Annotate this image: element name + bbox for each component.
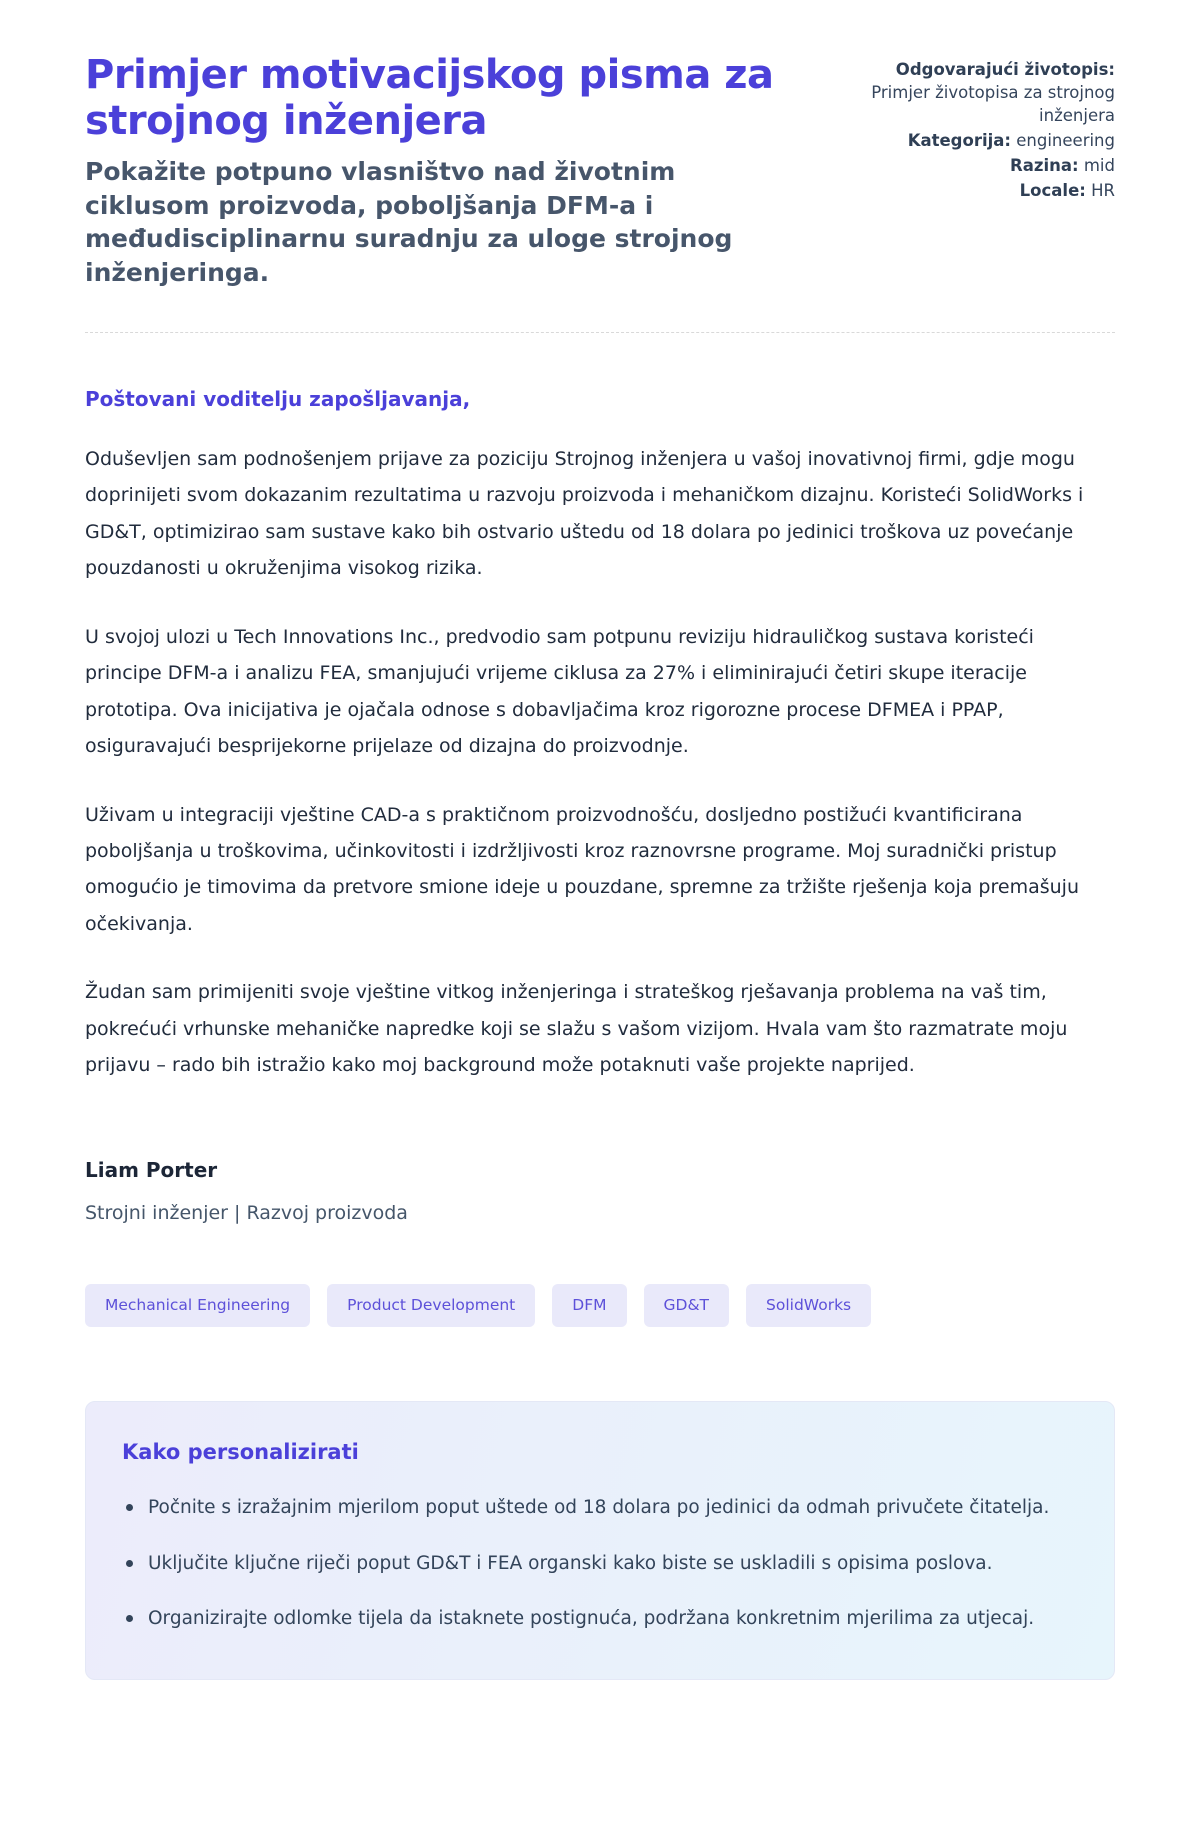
meta-level: [843, 154, 1115, 177]
tip-item-3-text: Organizirajte odlomke tijela da istaknete postignuća, podržana konkretnim mjerilima za utjecaj.: [148, 1608, 1035, 1630]
signature-title: Strojni inženjer | Razvoj proizvoda: [85, 1201, 408, 1224]
meta-matching-resume-label: Odgovarajući životopis:: [895, 60, 1115, 79]
meta-level-label: Razina:: [1010, 156, 1079, 176]
meta-block: [843, 52, 1115, 290]
bullet-icon: [126, 1560, 133, 1567]
bullet-icon: [126, 1504, 133, 1511]
signature-name: Liam Porter: [85, 1157, 218, 1182]
meta-locale-label: Locale:: [1019, 181, 1086, 201]
meta-matching-resume: [843, 58, 1115, 127]
tips-list: [122, 1490, 1078, 1637]
personalization-tips-box: [85, 1401, 1115, 1680]
header-divider: [85, 332, 1115, 333]
meta-matching-resume-value: Primjer životopisa za strojnog inženjera: [871, 83, 1115, 126]
meta-locale: [843, 179, 1115, 202]
page-header: [85, 52, 1115, 290]
meta-level-value: mid: [1083, 156, 1115, 176]
page-subtitle: Pokažite potpuno vlasništvo nad životnim ciklusom proizvoda, poboljšanja DFM-a i međudisciplinarnu suradnju za uloge strojnog inženjeringa.: [85, 156, 733, 288]
letter-body: [85, 387, 1115, 1224]
tag-gdt: GD&T: [644, 1284, 730, 1328]
tag-solidworks: SolidWorks: [746, 1284, 871, 1328]
page-title: Primjer motivacijskog pisma za strojnog inženjera: [85, 52, 774, 145]
tip-item-1-text: Počnite s izražajnim mjerilom poput uštede od 18 dolara po jedinici da odmah privučete čitatelja.: [148, 1497, 1050, 1519]
tag-list: [85, 1284, 1115, 1328]
letter-paragraph-2: U svojoj ulozi u Tech Innovations Inc., predvodio sam potpunu reviziju hidrauličkog sustava koristeći principe DFM-a i analizu FEA, smanjujući vrijeme ciklusa za 27% i eliminirajući četiri skupe iteracije prototipa. Ova inicijativa je ojačala odnose s dobavljačima kroz rigorozne procese DFMEA i PPAP, osiguravajući besprijekorne prijelaze od dizajna do proizvodnje.: [85, 625, 1034, 758]
letter-paragraph-3: Uživam u integraciji vještine CAD-a s praktičnom proizvodnošću, dosljedno postižući kvantificirana poboljšanja u troškovima, učinkovitosti i izdržljivosti kroz raznovrsne programe. Moj suradnički pristup omogućio je timovima da pretvore smione ideje u pouzdane, spremne za tržište rješenja koja premašuju očekivanja.: [85, 803, 1079, 935]
tip-item-2-text: Uključite ključne riječi poput GD&T i FEA organski kako biste se uskladili s opisima poslova.: [148, 1552, 993, 1574]
tag-mechanical-engineering: Mechanical Engineering: [85, 1284, 310, 1328]
meta-category: [843, 129, 1115, 152]
letter-paragraph-4: Žudan sam primijeniti svoje vještine vitkog inženjeringa i strateškog rješavanja problema na vaš tim, pokrećući vrhunske mehaničke napredke koji se slažu s vašom vizijom. Hvala vam što razmatrate moju prijavu – rado bih istražio kako moj background može potaknuti vaše projekte naprijed.: [85, 981, 1068, 1077]
tip-item-2: [122, 1546, 1078, 1582]
cover-letter-page: [85, 0, 1115, 1680]
meta-category-value: engineering: [1016, 131, 1115, 151]
signature-block: [85, 1158, 1115, 1224]
tip-item-3: [122, 1601, 1078, 1637]
header-title-block: [85, 52, 775, 290]
tip-item-1: [122, 1490, 1078, 1526]
meta-locale-value: HR: [1091, 181, 1115, 201]
tips-heading: Kako personalizirati: [122, 1440, 359, 1465]
letter-greeting: Poštovani voditelju zapošljavanja,: [85, 386, 471, 411]
meta-category-label: Kategorija:: [907, 131, 1012, 151]
bullet-icon: [126, 1615, 133, 1622]
tag-product-development: Product Development: [327, 1284, 535, 1328]
tag-dfm: DFM: [552, 1284, 626, 1328]
letter-paragraph-1: Oduševljen sam podnošenjem prijave za poziciju Strojnog inženjera u vašoj inovativnoj firmi, gdje mogu doprinijeti svom dokazanim rezultatima u razvoju proizvoda i mehaničkom dizajnu. Koristeći SolidWorks i GD&T, optimizirao sam sustave kako bih ostvario uštedu od 18 dolara po jedinici troškova uz povećanje pouzdanosti u okruženjima visokog rizika.: [85, 447, 1084, 580]
